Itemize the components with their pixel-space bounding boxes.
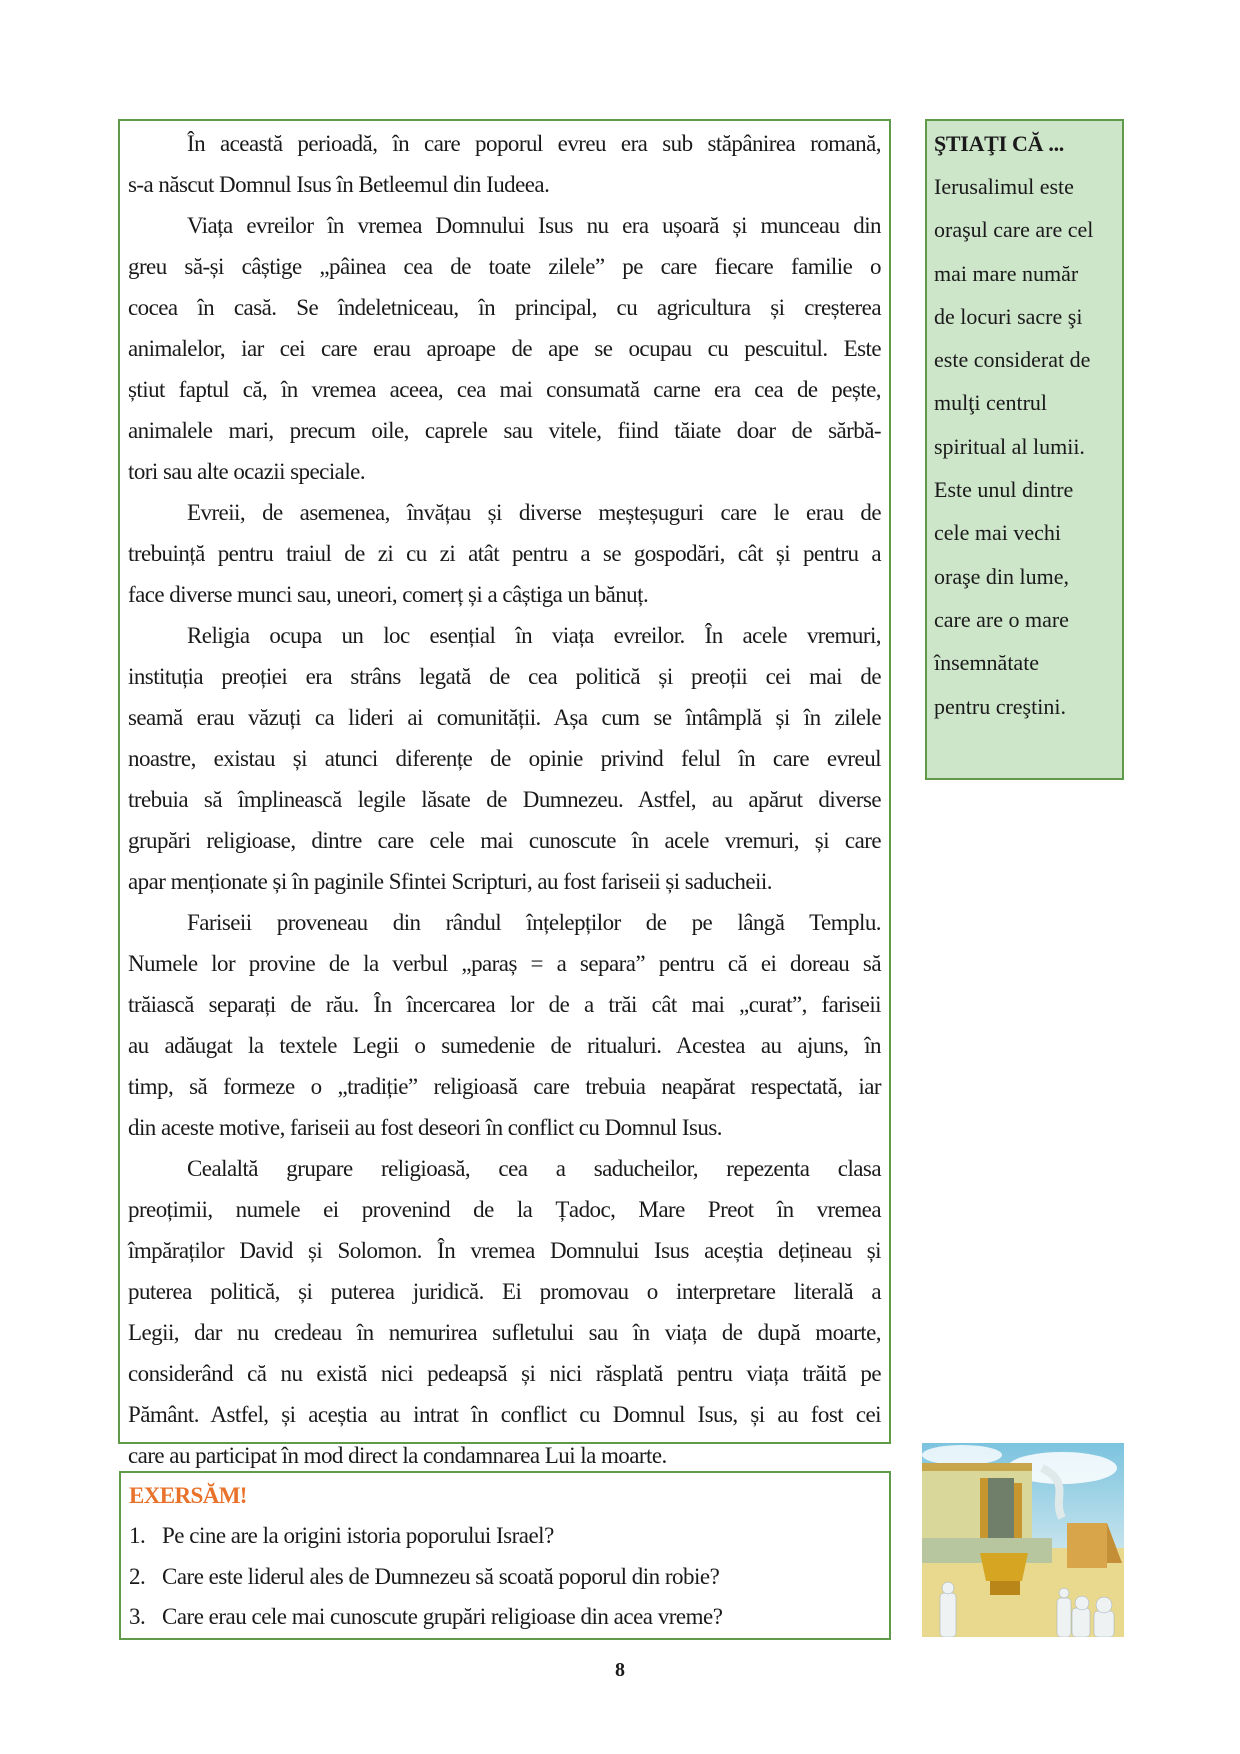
main-text-box <box>118 119 891 1468</box>
did-you-know-line: de locuri sacre şi <box>934 303 1083 329</box>
paragraph-line: tori sau alte ocazii speciale. <box>128 459 366 484</box>
paragraph-line: preoțimii, numele ei provenind de la Țadoc, Mare Preot în vremea <box>128 1197 881 1222</box>
paragraph-line: face diverse munci sau, uneori, comerț și a câștiga un bănuț. <box>128 582 649 607</box>
paragraph-line: au adăugat la textele Legii o sumedenie de ritualuri. Acestea au ajuns, în <box>128 1033 881 1058</box>
paragraph-line: animalele mari, precum oile, caprele sau vitele, fiind tăiate doar de sărbă- <box>128 418 881 443</box>
paragraph-line: cocea în casă. Se îndeletniceau, în principal, cu agricultura și creșterea <box>128 295 881 320</box>
paragraph-line: timp, să formeze o „tradiție” religioasă care trebuia neapărat respectată, iar <box>128 1074 881 1099</box>
exercises-title: EXERSĂM! <box>129 1483 247 1508</box>
did-you-know-line: spiritual al lumii. <box>934 433 1085 459</box>
paragraph-line: Numele lor provine de la verbul „paraș = a separa” pentru că ei doreau să <box>128 951 881 976</box>
paragraph-line: greu să-și câștige „pâinea cea de toate zilele” pe care fiecare familie o <box>128 254 881 279</box>
paragraph-line: Legii, dar nu credeau în nemurirea sufletului sau în viața de după moarte, <box>128 1320 881 1345</box>
did-you-know-line: este considerat de <box>934 347 1091 373</box>
paragraph-line: Religia ocupa un loc esențial în viața evreilor. În acele vremuri, <box>187 623 881 648</box>
did-you-know-line: oraşe din lume, <box>934 563 1070 589</box>
paragraph-line: animalelor, iar cei care erau aproape de ape se ocupau cu pescuitul. Este <box>128 336 881 361</box>
temple-illustration <box>922 1443 1124 1637</box>
page-number: 8 <box>615 1659 625 1681</box>
did-you-know-line: mai mare număr <box>934 260 1079 286</box>
paragraph-line: considerând că nu există nici pedeapsă și nici răsplată pentru viața trăită pe <box>128 1361 881 1386</box>
did-you-know-line: care are o mare <box>934 606 1069 632</box>
did-you-know-line: însemnătate <box>934 650 1040 676</box>
did-you-know-line: cele mai vechi <box>934 520 1062 546</box>
did-you-know-title: ŞTIAŢI CĂ ... <box>934 131 1064 156</box>
did-you-know-line: pentru creştini. <box>934 693 1066 719</box>
exercise-text: Care este liderul ales de Dumnezeu să scoată poporul din robie? <box>162 1563 720 1589</box>
exercise-item <box>129 1597 881 1638</box>
paragraph-line: puterea politică, și puterea juridică. Ei promovau o interpretare literală a <box>128 1279 881 1304</box>
paragraph-line: împăraților David și Solomon. În vremea Domnului Isus aceștia dețineau și <box>128 1238 881 1263</box>
paragraph-line: seamă erau văzuți ca lideri ai comunității. Așa cum se întâmplă și în zilele <box>128 705 881 730</box>
paragraph-line: Pământ. Astfel, și aceștia au intrat în conflict cu Domnul Isus, și au fost cei <box>128 1402 881 1427</box>
exercise-number: 1. <box>129 1523 146 1548</box>
paragraph-line: Evreii, de asemenea, învățau și diverse meșteșuguri care le erau de <box>187 500 881 525</box>
exercise-number: 2. <box>129 1563 146 1589</box>
exercise-number: 3. <box>129 1604 146 1629</box>
did-you-know-line: oraşul care are cel <box>934 217 1094 243</box>
did-you-know-line: Este unul dintre <box>934 477 1074 503</box>
paragraph-line: trebuia să împlinească legile lăsate de Dumnezeu. Astfel, au apărut diverse <box>128 787 881 812</box>
exercise-text: Pe cine are la origini istoria poporului Israel? <box>162 1523 554 1548</box>
paragraph-line: s-a născut Domnul Isus în Betleemul din Iudeea. <box>128 172 550 197</box>
paragraph-line: În această perioadă, în care poporul evreu era sub stăpânirea romană, <box>187 131 881 156</box>
did-you-know-box <box>925 119 1124 780</box>
paragraph-line: din aceste motive, fariseii au fost deseori în conflict cu Domnul Isus. <box>128 1115 722 1140</box>
exercise-text: Care erau cele mai cunoscute grupări religioase din acea vreme? <box>162 1604 723 1629</box>
paragraph-line: care au participat în mod direct la condamnarea Lui la moarte. <box>128 1443 667 1468</box>
did-you-know-line: Ierusalimul este <box>934 174 1074 199</box>
exercise-item <box>129 1516 881 1557</box>
paragraph-line: știut faptul că, în vremea aceea, cea mai consumată carne era cea de pește, <box>128 377 881 402</box>
exercises-box <box>119 1471 891 1640</box>
paragraph-line: grupări religioase, dintre care cele mai cunoscute în acele vremuri, și care <box>128 828 881 853</box>
paragraph-line: Viața evreilor în vremea Domnului Isus nu era ușoară și munceau din <box>187 213 881 238</box>
paragraph-line: Fariseii proveneau din rândul înțelepților de pe lângă Templu. <box>187 910 881 935</box>
paragraph-line: apar menționate și în paginile Sfintei Scripturi, au fost fariseii și saducheii. <box>128 869 772 894</box>
paragraph-line: noastre, existau și atunci diferențe de opinie privind felul în care evreul <box>128 746 881 771</box>
paragraph-line: trebuință pentru traiul de zi cu zi atât pentru a se gospodări, cât și pentru a <box>128 541 881 566</box>
did-you-know-line: mulţi centrul <box>934 390 1048 416</box>
paragraph-line: trăiască separați de rău. În încercarea lor de a trăi cât mai „curat”, fariseii <box>128 992 881 1017</box>
paragraph-line: Cealaltă grupare religioasă, cea a saducheilor, repezenta clasa <box>187 1156 881 1181</box>
exercise-item <box>129 1557 881 1598</box>
paragraph-line: instituția preoției era strâns legată de cea politică și preoții cei mai de <box>128 664 881 689</box>
